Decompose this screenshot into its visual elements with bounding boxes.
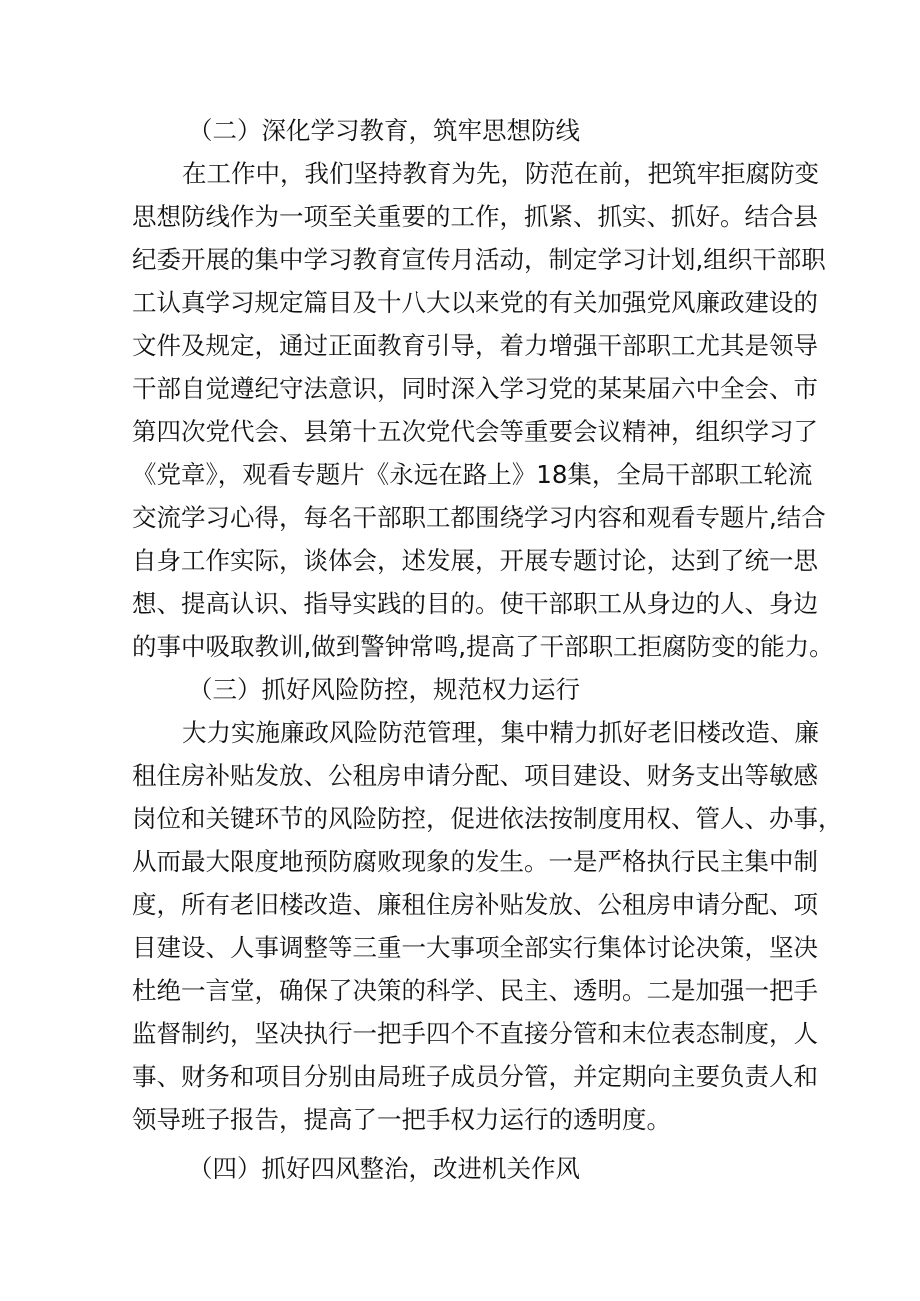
section-heading: （二）深化学习教育，筑牢思想防线 — [188, 116, 580, 145]
section-heading: （三）抓好风险防控，规范权力运行 — [188, 675, 580, 704]
paragraph-line: 从而最大限度地预防腐败现象的发生。一是严格执行民主集中制 — [132, 847, 818, 876]
section-heading: （四）抓好四风整治，改进机关作风 — [188, 1154, 580, 1183]
paragraph-line: 监督制约，坚决执行一把手四个不直接分管和末位表态制度，人 — [132, 1019, 818, 1048]
paragraph-line: 纪委开展的集中学习教育宣传月活动，制定学习计划,组织干部职 — [132, 245, 826, 274]
paragraph-line: 领导班子报告，提高了一把手权力运行的透明度。 — [132, 1105, 671, 1134]
paragraph-line: 杜绝一言堂，确保了决策的科学、民主、透明。二是加强一把手 — [132, 976, 818, 1005]
paragraph-line: 想、提高认识、指导实践的目的。使干部职工从身边的人、身边 — [132, 589, 818, 618]
paragraph-line: 文件及规定，通过正面教育引导，着力增强干部职工尤其是领导 — [132, 331, 818, 360]
paragraph-line: 第四次党代会、县第十五次党代会等重要会议精神，组织学习了 — [132, 417, 818, 446]
paragraph-line: 度，所有老旧楼改造、廉租住房补贴发放、公租房申请分配、项 — [132, 890, 818, 919]
paragraph-line: 思想防线作为一项至关重要的工作，抓紧、抓实、抓好。结合县 — [132, 202, 818, 231]
paragraph-line: 岗位和关键环节的风险防控，促进依法按制度用权、管人、办事， — [132, 804, 843, 833]
paragraph-line: 事、财务和项目分别由局班子成员分管，并定期向主要负责人和 — [132, 1062, 818, 1091]
paragraph-line: 的事中吸取教训,做到警钟常鸣,提高了干部职工拒腐防变的能力。 — [132, 632, 834, 661]
paragraph-line: 交流学习心得，每名干部职工都围绕学习内容和观看专题片,结合 — [132, 503, 826, 532]
paragraph-line: 租住房补贴发放、公租房申请分配、项目建设、财务支出等敏感 — [132, 761, 818, 790]
paragraph-line: 大力实施廉政风险防范管理，集中精力抓好老旧楼改造、廉 — [182, 718, 819, 747]
paragraph-line: 《党章》，观看专题片《永远在路上》18集，全局干部职工轮流 — [132, 460, 813, 489]
paragraph-line: 在工作中，我们坚持教育为先，防范在前，把筑牢拒腐防变 — [182, 159, 819, 188]
paragraph-line: 自身工作实际，谈体会，述发展，开展专题讨论，达到了统一思 — [132, 546, 818, 575]
paragraph-line: 目建设、人事调整等三重一大事项全部实行集体讨论决策，坚决 — [132, 933, 818, 962]
paragraph-line: 工认真学习规定篇目及十八大以来党的有关加强党风廉政建设的 — [132, 288, 818, 317]
paragraph-line: 干部自觉遵纪守法意识，同时深入学习党的某某届六中全会、市 — [132, 374, 818, 403]
